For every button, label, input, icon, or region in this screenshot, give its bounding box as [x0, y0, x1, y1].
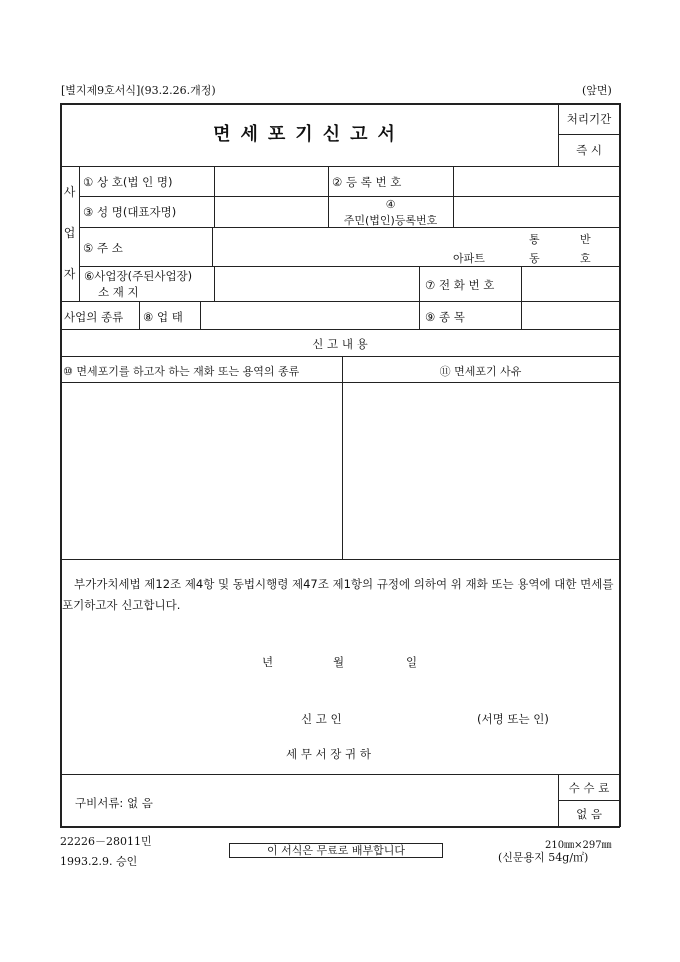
representative-name-field[interactable] — [215, 197, 327, 226]
declaration-text: 부가가치세법 제12조 제4항 및 동법시행령 제47조 제1항의 규정에 의하여 위 재화 또는 용역에 대한 면세를 포기하고자 신고합니다. — [62, 577, 614, 612]
resident-number-field[interactable] — [454, 197, 618, 226]
form-code: 22226－28011민 — [60, 835, 152, 848]
rule — [419, 266, 420, 329]
rule — [558, 134, 620, 135]
resident-number-label: 주민(법인)등록번호 — [343, 214, 438, 227]
item-field[interactable] — [522, 302, 618, 328]
month-label: 월 — [333, 655, 345, 669]
paper-spec: (신문용지 54g/㎡) — [498, 851, 589, 864]
applicant-label-3: 자 — [63, 267, 76, 281]
rule — [60, 559, 620, 560]
apartment-label: 아파트 — [453, 252, 485, 265]
resident-number-num: ④ — [385, 198, 396, 211]
registration-number-label: ② 등 록 번 호 — [332, 175, 402, 189]
year-label: 년 — [262, 655, 274, 669]
approval-date: 1993.2.9. 승인 — [60, 855, 138, 868]
waiver-reason-label: ⑪ 면세포기 사유 — [439, 365, 522, 378]
applicant-label-2: 업 — [63, 226, 76, 240]
paper-size: 210㎜×297㎜ — [545, 840, 612, 851]
rule — [60, 356, 620, 357]
rule — [60, 329, 620, 330]
rule — [60, 382, 620, 383]
processing-period-value: 즉 시 — [576, 143, 602, 157]
address-label: ⑤ 주 소 — [83, 241, 123, 255]
trade-name-label: ① 상 호(법 인 명) — [83, 175, 173, 189]
rule — [60, 826, 620, 828]
signature-label: (서명 또는 인) — [477, 712, 549, 726]
business-location-field[interactable] — [215, 267, 418, 300]
declarant-label: 신 고 인 — [301, 712, 342, 726]
tax-office-addressee: 세 무 서 장 귀 하 — [286, 747, 371, 761]
fee-label: 수 수 료 — [568, 781, 610, 795]
phone-field[interactable] — [522, 267, 618, 300]
category-field[interactable] — [201, 302, 418, 328]
rule — [60, 103, 620, 105]
form-reference: [별지제9호서식](93.2.26.개정) — [61, 84, 216, 97]
free-distribution-notice: 이 서식은 무료로 배부합니다 — [229, 843, 443, 858]
business-location-label-1: ⑥사업장(주된사업장) — [84, 269, 193, 283]
required-documents: 구비서류: 없 음 — [75, 796, 153, 810]
rule — [558, 800, 620, 801]
phone-label: ⑦ 전 화 번 호 — [425, 278, 495, 292]
address-field[interactable] — [213, 228, 618, 265]
rule — [619, 103, 621, 827]
rule — [79, 166, 80, 301]
business-type-label: 사업의 종류 — [64, 310, 124, 324]
page-side: (앞면) — [582, 84, 612, 97]
form-title: 면세포기신고서 — [213, 124, 405, 145]
waiver-reason-field[interactable] — [344, 384, 618, 557]
processing-period-label: 처리기간 — [566, 112, 612, 126]
day-label: 일 — [406, 655, 418, 669]
ho-label: 호 — [580, 252, 591, 265]
category-label: ⑧ 업 태 — [143, 310, 183, 324]
goods-type-label: ⑩ 면세포기를 하고자 하는 재화 또는 용역의 종류 — [63, 365, 300, 378]
rule — [139, 301, 140, 329]
dong-label: 동 — [529, 252, 540, 265]
goods-type-field[interactable] — [62, 384, 340, 557]
tong-label: 통 — [529, 233, 540, 246]
registration-number-field[interactable] — [454, 167, 618, 195]
fee-value: 없 음 — [576, 807, 602, 821]
business-location-label-2: 소 재 지 — [98, 285, 139, 299]
applicant-label-1: 사 — [63, 185, 76, 199]
rule — [342, 356, 343, 559]
representative-name-label: ③ 성 명(대표자명) — [83, 205, 177, 219]
trade-name-field[interactable] — [215, 167, 327, 195]
report-content-title: 신 고 내 용 — [312, 337, 368, 351]
item-label: ⑨ 종 목 — [425, 310, 465, 324]
ban-label: 반 — [580, 233, 591, 246]
rule — [60, 774, 620, 775]
signature-field[interactable] — [360, 706, 470, 726]
